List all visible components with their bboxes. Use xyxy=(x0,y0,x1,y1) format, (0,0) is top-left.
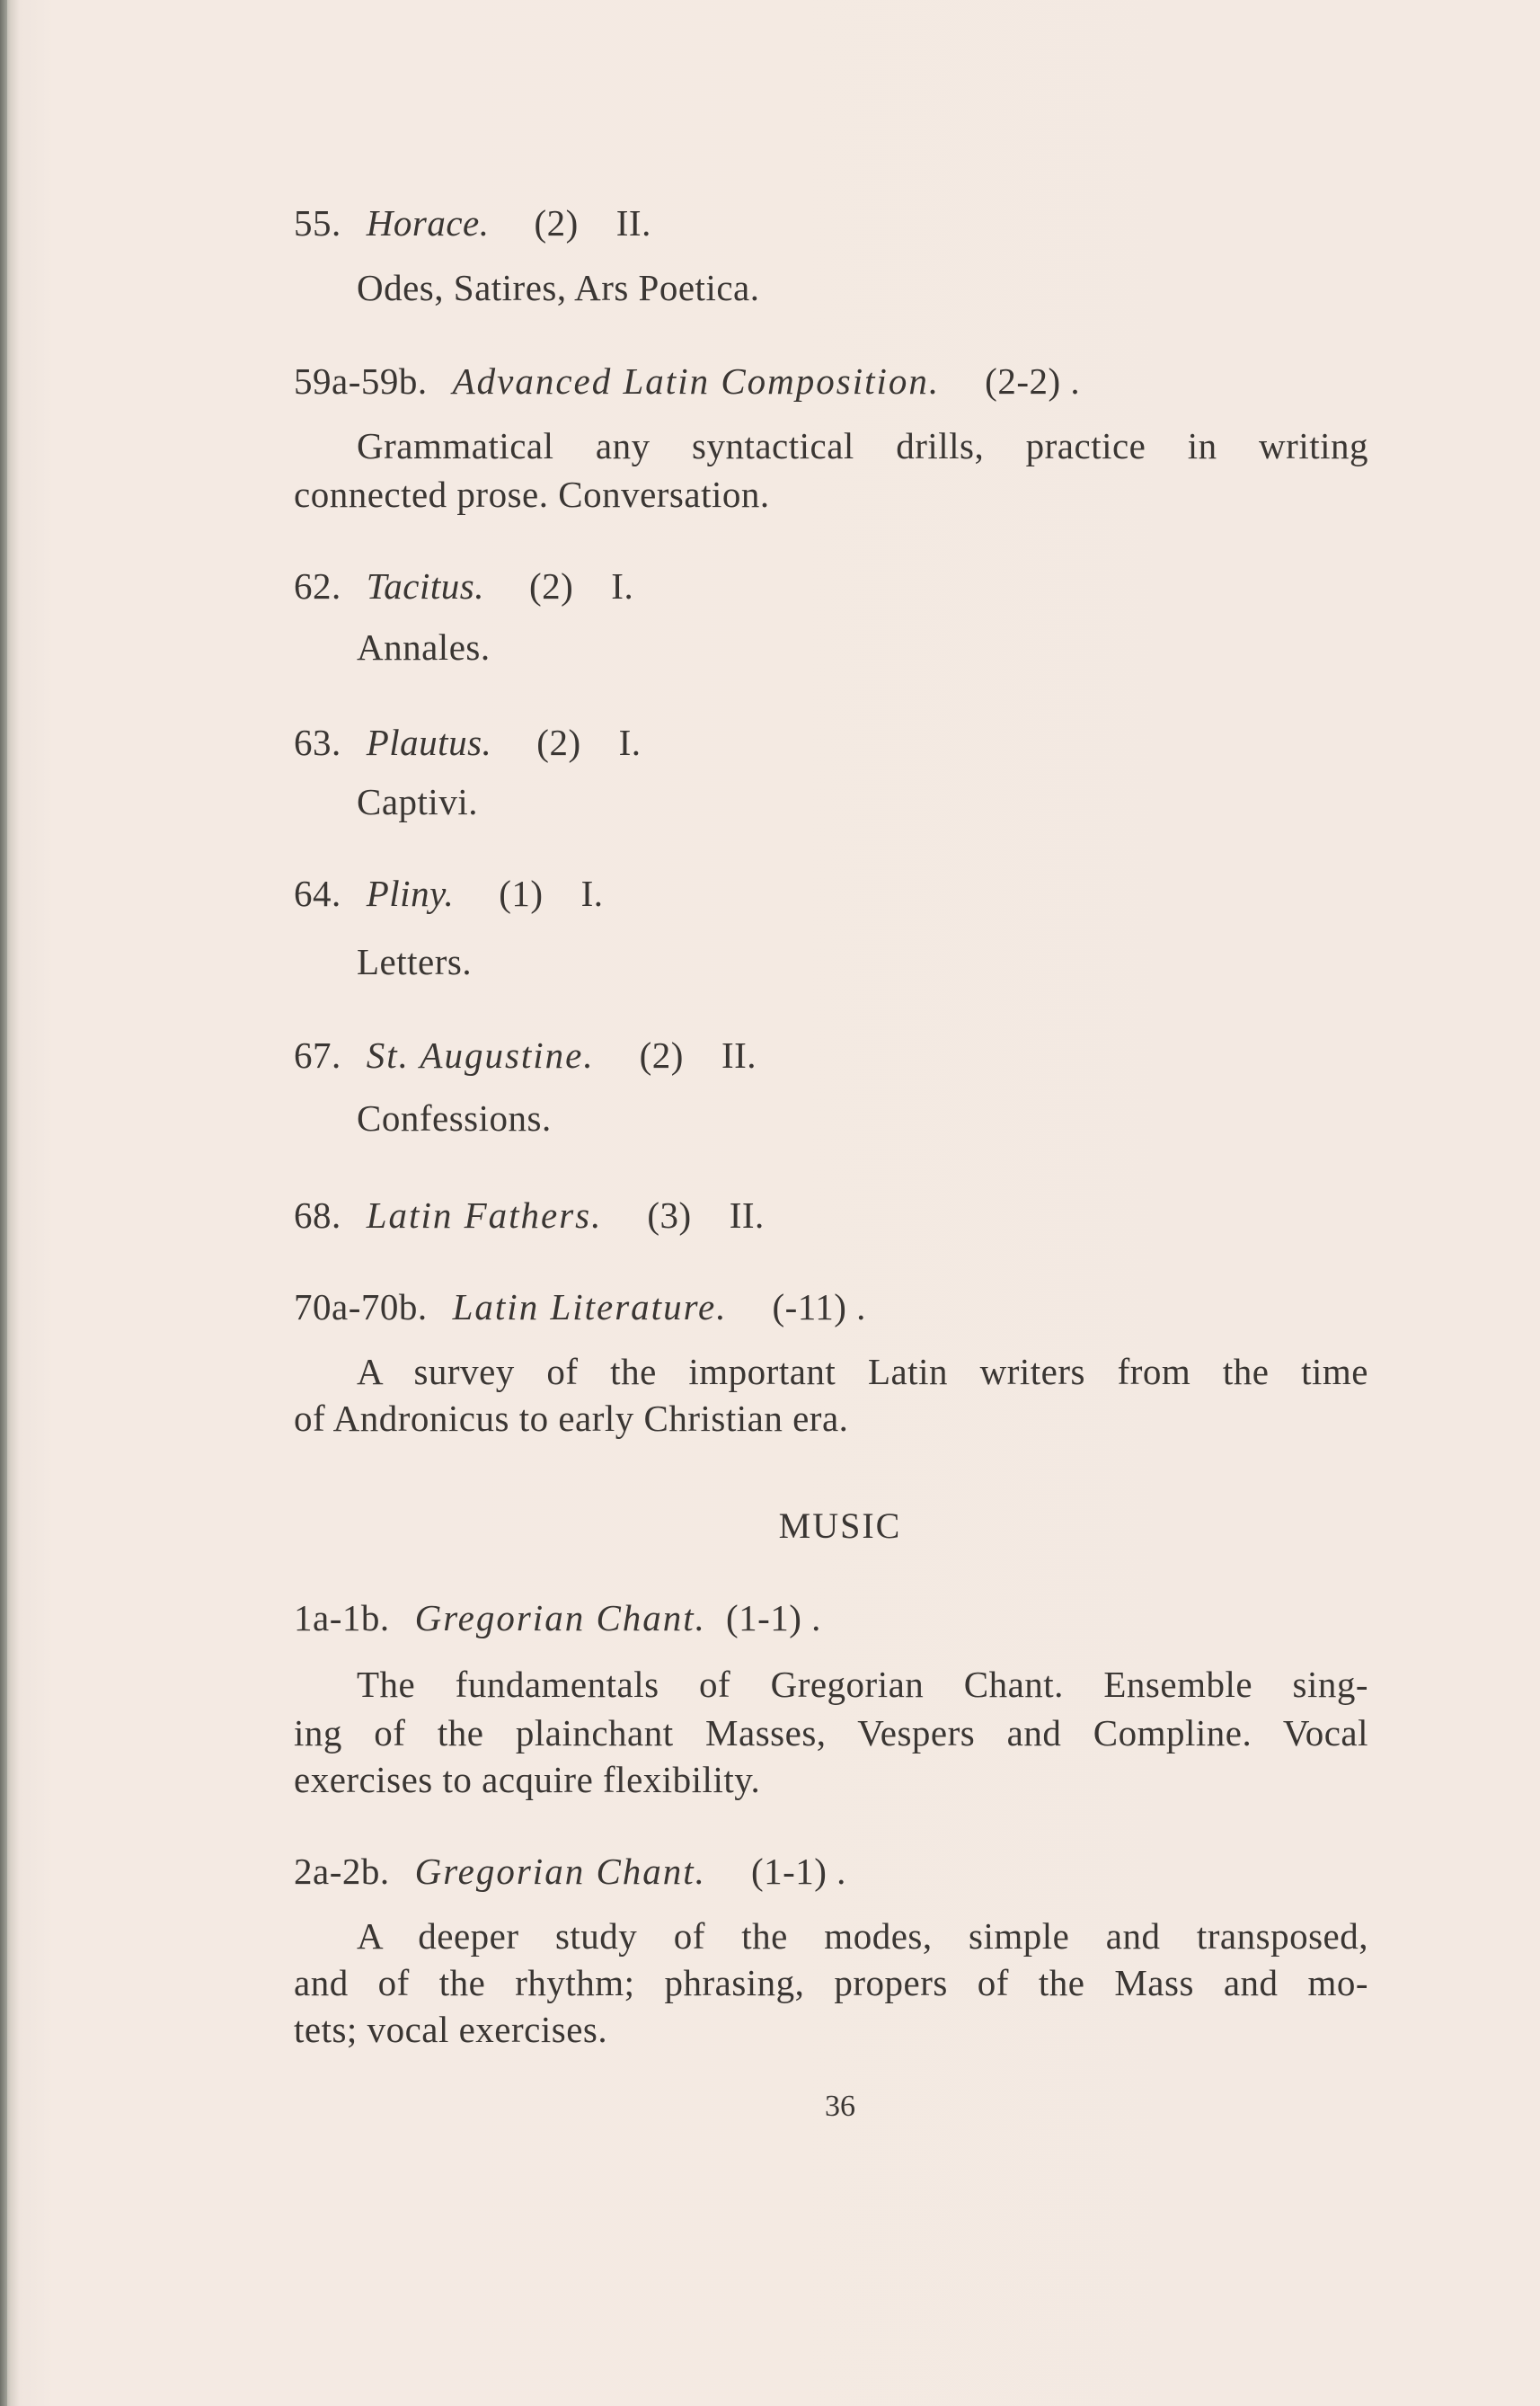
course-description: tets; vocal exercises. xyxy=(294,2009,608,2050)
course-term: II. xyxy=(729,1194,765,1236)
course-credits: (1) xyxy=(499,873,544,914)
course-title: Latin Fathers. xyxy=(366,1194,603,1236)
course-credits: (2) xyxy=(536,722,581,763)
course-credits: (-11) . xyxy=(772,1286,866,1327)
course-description: Annales. xyxy=(357,626,491,668)
course-term: I. xyxy=(580,873,604,914)
course-description: Captivi. xyxy=(357,781,478,822)
course-description: exercises to acquire flexibility. xyxy=(294,1759,761,1800)
course-title: Tacitus. xyxy=(366,565,484,607)
page-number: 36 xyxy=(825,2090,855,2123)
course-title: Gregorian Chant. xyxy=(414,1597,706,1638)
course-number: 55. xyxy=(294,202,341,244)
course-entry-heading xyxy=(294,563,633,609)
course-number: 68. xyxy=(294,1194,341,1236)
course-credits: (1-1) . xyxy=(750,1851,846,1892)
course-number: 63. xyxy=(294,722,341,763)
course-title: Advanced Latin Composition. xyxy=(452,360,941,402)
course-description: of Andronicus to early Christian era. xyxy=(294,1398,849,1439)
course-number: 62. xyxy=(294,565,341,607)
course-description: Odes, Satires, Ars Poetica. xyxy=(357,267,760,308)
course-term: II. xyxy=(615,202,651,244)
section-heading-music: MUSIC xyxy=(778,1505,902,1546)
course-credits: (3) xyxy=(647,1194,692,1236)
course-description: Grammatical any syntactical drills, practice in writing xyxy=(357,425,1368,466)
course-entry-heading xyxy=(294,1283,866,1330)
course-description: Confessions. xyxy=(357,1097,552,1139)
course-number: 59a-59b. xyxy=(294,360,428,402)
course-number: 64. xyxy=(294,873,341,914)
course-title: Plautus. xyxy=(366,722,492,763)
course-title: Latin Literature. xyxy=(452,1286,728,1327)
course-entry-heading xyxy=(294,1192,765,1239)
course-number: 70a-70b. xyxy=(294,1286,428,1327)
course-description: A survey of the important Latin writers from the time xyxy=(357,1351,1368,1392)
course-entry-heading xyxy=(294,358,1080,404)
course-entry-heading xyxy=(294,1032,757,1079)
course-entry-heading xyxy=(294,200,651,246)
course-term: II. xyxy=(721,1034,757,1076)
course-entry-heading xyxy=(294,719,642,766)
course-description: A deeper study of the modes, simple and transposed, xyxy=(357,1915,1368,1957)
course-title: Gregorian Chant. xyxy=(414,1851,706,1892)
course-description: and of the rhythm; phrasing, propers of the Mass and mo- xyxy=(294,1962,1368,2003)
course-credits: (2-2) . xyxy=(985,360,1081,402)
course-term: I. xyxy=(611,565,634,607)
course-entry-heading xyxy=(294,1848,846,1895)
course-credits: (2) xyxy=(528,565,574,607)
course-credits: (2) xyxy=(639,1034,684,1076)
course-number: 2a-2b. xyxy=(294,1851,390,1892)
course-description: ing of the plainchant Masses, Vespers and Compline. Vocal xyxy=(294,1712,1368,1753)
course-entry-heading xyxy=(294,1594,821,1641)
course-description: The fundamentals of Gregorian Chant. Ensemble sing- xyxy=(357,1664,1368,1705)
course-credits: (1-1) . xyxy=(725,1597,821,1638)
course-credits: (2) xyxy=(534,202,579,244)
course-title: Pliny. xyxy=(366,873,455,914)
course-description: connected prose. Conversation. xyxy=(294,474,770,515)
course-entry-heading xyxy=(294,870,603,917)
course-description: Letters. xyxy=(357,941,473,982)
course-title: Horace. xyxy=(366,202,490,244)
course-number: 1a-1b. xyxy=(294,1597,390,1638)
course-number: 67. xyxy=(294,1034,341,1076)
course-term: I. xyxy=(618,722,642,763)
course-title: St. Augustine. xyxy=(366,1034,595,1076)
